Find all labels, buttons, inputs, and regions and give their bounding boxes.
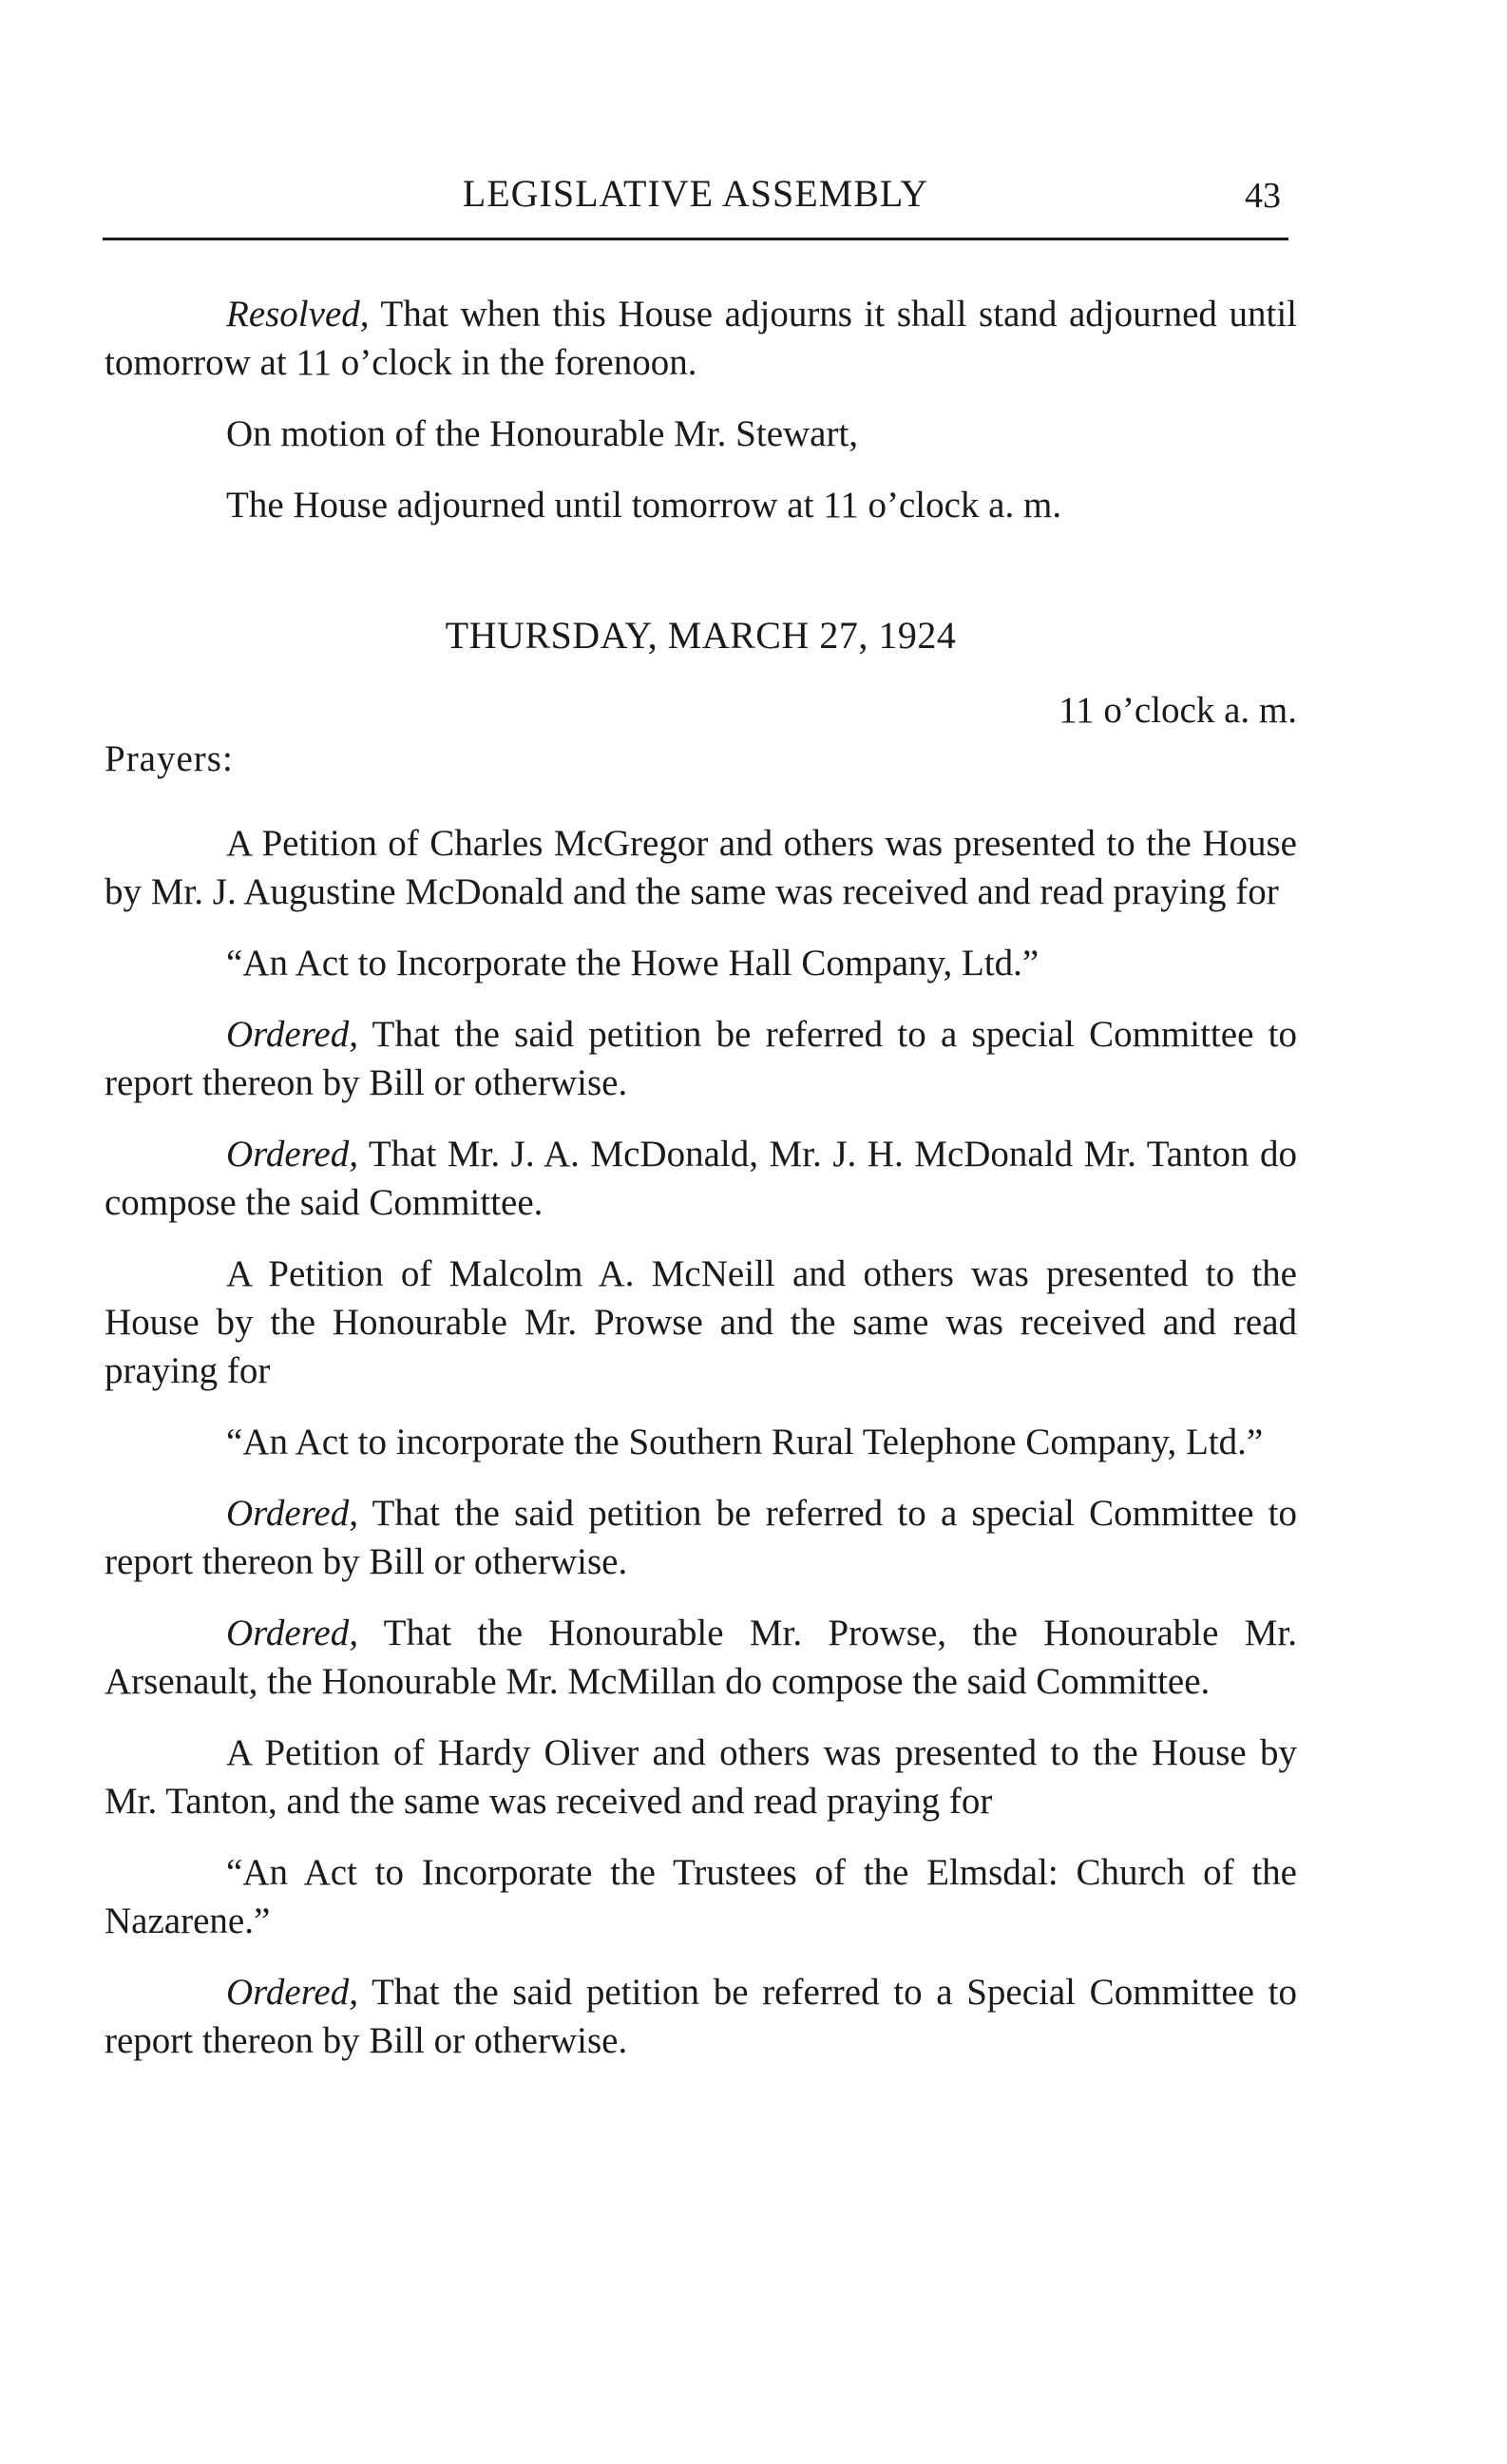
entry-text: That the said petition be referred to a special Committee to report thereon by Bill or otherwise.: [105, 1014, 1297, 1103]
prayers-label: Prayers:: [105, 738, 234, 779]
paragraph-motion: [105, 410, 1297, 458]
paragraph-lead: Resolved,: [226, 294, 370, 334]
paragraph-text: That when this House adjourns it shall stand adjourned until tomorrow at 11 o’clock in the forenoon.: [105, 294, 1297, 383]
entry-text: That the Honourable Mr. Prowse, the Honourable Mr. Arsenault, the Honourable Mr. McMillan do compose the said Committee.: [105, 1613, 1297, 1702]
paragraph-text: The House adjourned until tomorrow at 11 o’clock a. m.: [226, 485, 1062, 525]
entry-order: [105, 1968, 1297, 2065]
entry-act-title: [105, 1848, 1297, 1945]
entry-petition: [105, 819, 1297, 916]
entry-lead: Ordered,: [226, 1014, 358, 1055]
entry-petition: [105, 1250, 1297, 1395]
page-number: 43: [1245, 176, 1281, 216]
entry-lead: Ordered,: [226, 1134, 358, 1175]
entry-order: [105, 1130, 1297, 1227]
entry-text: “An Act to Incorporate the Howe Hall Company, Ltd.”: [226, 943, 1040, 984]
running-head: LEGISLATIVE ASSEMBLY: [462, 172, 929, 215]
entry-text: A Petition of Hardy Oliver and others was presented to the House by Mr. Tanton, and the same was received and read praying for: [105, 1732, 1297, 1822]
entry-lead: Ordered,: [226, 1972, 358, 2013]
session-date-heading: THURSDAY, MARCH 27, 1924: [445, 614, 957, 657]
entry-text: “An Act to Incorporate the Trustees of the Elmsdal: Church of the Nazarene.”: [105, 1852, 1297, 1941]
paragraph-text: On motion of the Honourable Mr. Stewart,: [226, 413, 859, 454]
entry-text: “An Act to incorporate the Southern Rural Telephone Company, Ltd.”: [226, 1422, 1264, 1462]
entry-act-title: [105, 939, 1297, 987]
entry-order: [105, 1489, 1297, 1586]
entry-text: That the said petition be referred to a special Committee to report thereon by Bill or otherwise.: [105, 1493, 1297, 1582]
header-rule: [103, 238, 1288, 240]
document-body: [105, 290, 1297, 2088]
entry-text: A Petition of Malcolm A. McNeill and others was presented to the House by the Honourable Mr. Prowse and the same was received and read praying for: [105, 1253, 1297, 1391]
entry-order: [105, 1609, 1297, 1706]
entry-text: That the said petition be referred to a Special Committee to report thereon by Bill or otherwise.: [105, 1972, 1297, 2061]
entry-text: A Petition of Charles McGregor and others was presented to the House by Mr. J. Augustine McDonald and the same was received and read praying for: [105, 823, 1297, 912]
entry-lead: Ordered,: [226, 1493, 358, 1534]
paragraph-adjourned: [105, 481, 1297, 529]
page-header: [103, 162, 1288, 219]
entry-order: [105, 1010, 1297, 1107]
entry-lead: Ordered,: [226, 1613, 358, 1653]
entry-petition: [105, 1729, 1297, 1825]
session-time: 11 o’clock a. m.: [1059, 690, 1297, 731]
entry-text: That Mr. J. A. McDonald, Mr. J. H. McDonald Mr. Tanton do compose the said Committee.: [105, 1134, 1297, 1223]
entry-act-title: [105, 1418, 1297, 1466]
paragraph-resolved: [105, 290, 1297, 387]
